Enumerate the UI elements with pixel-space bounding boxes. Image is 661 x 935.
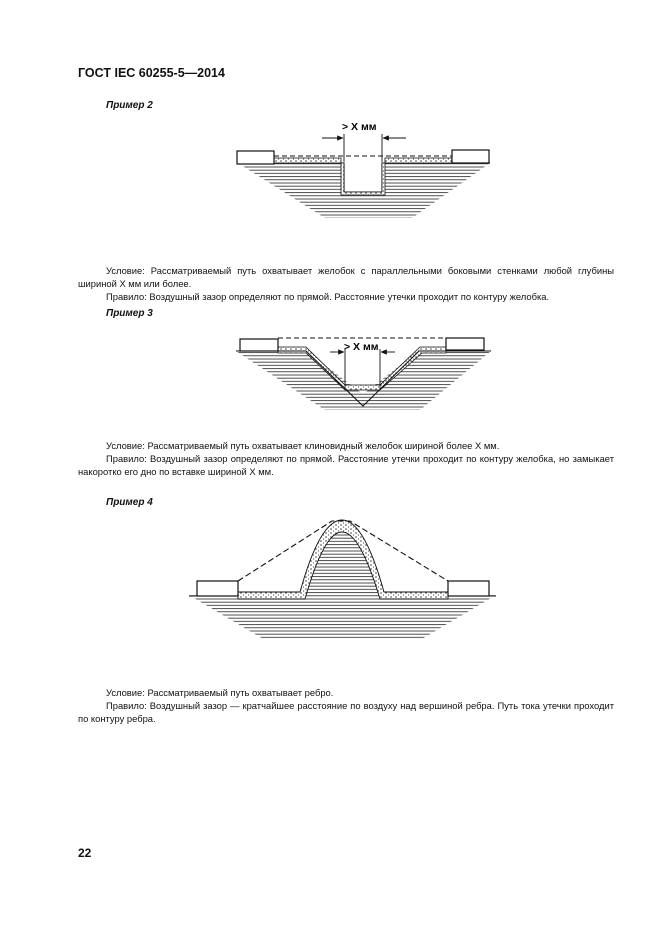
- example-2-condition: Условие: Рассматриваемый путь охватывает желобок с параллельными боковыми стенками любой глубины шириной X мм или более.: [78, 265, 614, 290]
- example-3-rule: Правило: Воздушный зазор определяют по прямой. Расстояние утечки проходит по контуру желобка, но замыкает накоротко его дно по вставке шириной X мм.: [78, 453, 614, 478]
- example-4-title: Пример 4: [106, 497, 153, 508]
- example-2-rule: Правило: Воздушный зазор определяют по прямой. Расстояние утечки проходит по контуру желобка.: [106, 291, 550, 303]
- example-4-body: [189, 520, 496, 640]
- example-3-title: Пример 3: [106, 308, 153, 319]
- example-4-text: [78, 686, 614, 726]
- example-2-dimension-label: > X мм: [342, 121, 377, 133]
- example-2-title: Пример 2: [106, 100, 153, 111]
- example-4-rule: Правило: Воздушный зазор — кратчайшее расстояние по воздуху над вершиной ребра. Путь тока утечки проходит по контуру ребра.: [78, 700, 614, 725]
- page-number: 22: [78, 846, 92, 860]
- document-header: ГОСТ IEC 60255-5—2014: [78, 66, 225, 80]
- example-4-condition: Условие: Рассматриваемый путь охватывает ребро.: [106, 687, 334, 698]
- example-3-dimension-label: > X мм: [344, 341, 379, 353]
- example-3-condition: Условие: Рассматриваемый путь охватывает клиновидный желобок шириной более X мм.: [106, 440, 500, 451]
